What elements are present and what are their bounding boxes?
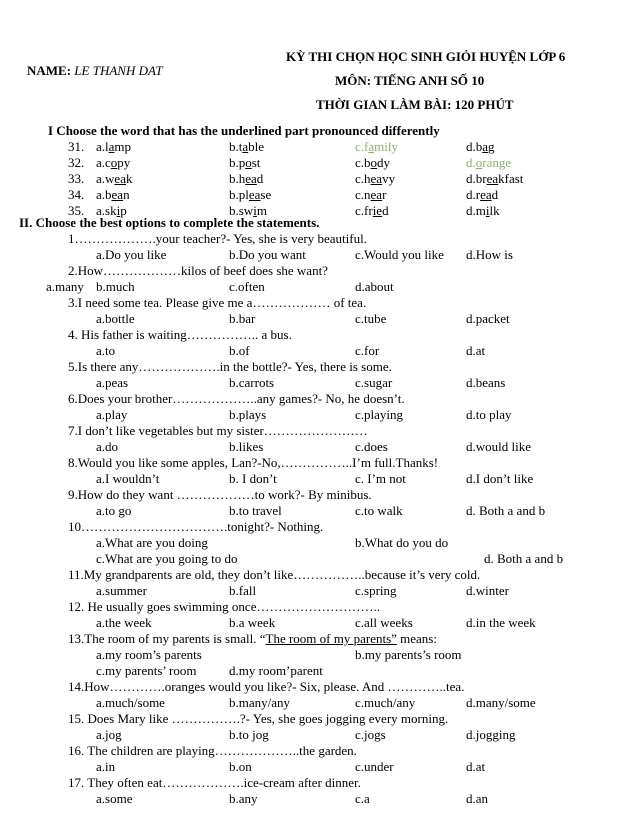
- option: c.all weeks: [355, 615, 413, 630]
- option: a.some: [96, 791, 133, 806]
- question-7-options: [0, 439, 638, 455]
- option-text: a.sk: [96, 203, 117, 218]
- option: c.a: [355, 791, 370, 806]
- underlined-part: ea: [370, 171, 383, 186]
- question-9-options: [0, 503, 638, 519]
- option: [96, 139, 131, 155]
- question-12-options: [0, 615, 638, 631]
- underlined-part: a: [242, 139, 249, 154]
- option: [229, 155, 260, 171]
- exam-time: THỜI GIAN LÀM BÀI: 120 PHÚT: [316, 97, 514, 112]
- option: b.Do you want: [229, 247, 306, 262]
- option: a.much/some: [96, 695, 165, 710]
- question-16-options: [0, 759, 638, 775]
- option: a.summer: [96, 583, 147, 598]
- option-text: c.fr: [355, 203, 373, 218]
- option: a.I wouldn’t: [96, 471, 160, 486]
- option-text: a.c: [96, 155, 111, 170]
- option: a.to go: [96, 503, 132, 518]
- option: d.at: [466, 343, 486, 358]
- option: c.spring: [355, 583, 397, 598]
- question-number: 35.: [68, 203, 85, 218]
- option-text: a.l: [96, 139, 109, 154]
- question-3: 3.I need some tea. Please give me a……………… of tea.: [68, 295, 367, 310]
- question-1-options: [0, 247, 638, 263]
- option-text: n: [123, 187, 130, 202]
- option: d.would like: [466, 439, 531, 454]
- option: a.Do you like: [96, 247, 167, 262]
- underlined-part: ea: [245, 171, 257, 186]
- question-5: 5.Is there any……………….in the bottle?- Yes, there is some.: [68, 359, 392, 374]
- option: [96, 155, 130, 171]
- option-text: b.t: [229, 139, 243, 154]
- underlined-part: i: [253, 203, 257, 218]
- question-11: 11.My grandparents are old, they don’t like……………..because it’s very cold.: [68, 567, 481, 582]
- exam-subject: MÔN: TIẾNG ANH SỐ 10: [335, 73, 485, 88]
- option-text: d.r: [466, 187, 481, 202]
- option-text: b.h: [229, 171, 246, 186]
- question-10: 10…………………………….tonight?- Nothing.: [68, 519, 324, 534]
- option-text: c.h: [355, 171, 371, 186]
- question-number: 31.: [68, 139, 85, 154]
- question-13: [68, 631, 437, 647]
- option-text: c.f: [355, 139, 369, 154]
- option: c.much/any: [355, 695, 416, 710]
- option-text: d.b: [466, 139, 483, 154]
- question-8-options: [0, 471, 638, 487]
- option: a.jog: [96, 727, 122, 742]
- option: [96, 171, 132, 187]
- question-4-options: [0, 343, 638, 359]
- part2-heading: II. Choose the best options to complete the statements.: [19, 215, 320, 230]
- underlined-part: o: [110, 155, 118, 170]
- option: c.does: [355, 439, 388, 454]
- exam-title: KỲ THI CHỌN HỌC SINH GIỎI HUYỆN LỚP 6: [286, 49, 566, 64]
- option-text: r: [382, 187, 387, 202]
- option: [355, 139, 398, 155]
- part1-question-33: [0, 171, 638, 187]
- option: c.sugar: [355, 375, 393, 390]
- option: [355, 203, 389, 219]
- underlined-part: ea: [486, 171, 499, 186]
- option: b.carrots: [229, 375, 275, 390]
- option: c.What are you going to do: [96, 551, 238, 566]
- underlined-part: o: [245, 155, 252, 170]
- underlined-part: o: [475, 155, 483, 170]
- question-13-options-row2: [0, 663, 638, 679]
- option-text: b.p: [229, 155, 246, 170]
- option: b.fall: [229, 583, 257, 598]
- part1-question-34: [0, 187, 638, 203]
- option: c.tube: [355, 311, 387, 326]
- question-13-options-row1: [0, 647, 638, 663]
- option-text: a.b: [96, 187, 112, 202]
- question-6: 6.Does your brother………………..any games?- No, he doesn’t.: [68, 391, 405, 406]
- option-text: c.n: [355, 187, 371, 202]
- option: b.on: [229, 759, 252, 774]
- option-text: vy: [382, 171, 396, 186]
- option-text: k: [125, 171, 133, 186]
- option-text: b.sw: [229, 203, 254, 218]
- part1-question-31: [0, 139, 638, 155]
- option: b. I don’t: [229, 471, 277, 486]
- question-3-options: [0, 311, 638, 327]
- option: b.likes: [229, 439, 264, 454]
- option: d.about: [355, 279, 394, 294]
- option-text: se: [260, 187, 272, 202]
- question-number: 34.: [68, 187, 85, 202]
- option-text: p: [120, 203, 127, 218]
- question-16: 16. The children are playing………………..the garden.: [68, 743, 357, 758]
- question-10-options-row2: [0, 551, 638, 567]
- option: a.bottle: [96, 311, 135, 326]
- option: c.Would you like: [355, 247, 444, 262]
- underlined-part: ea: [111, 187, 124, 202]
- option-text: d.m: [466, 203, 486, 218]
- option: b.many/any: [229, 695, 291, 710]
- question-10-options-row1: [0, 535, 638, 551]
- option-text: d: [256, 171, 264, 186]
- option-text: dy: [377, 155, 391, 170]
- option: d. Both a and b: [466, 503, 546, 518]
- underlined-part: a: [482, 139, 489, 154]
- option-text: range: [482, 155, 512, 170]
- underlined-part: i: [485, 203, 490, 218]
- part1-heading: I Choose the word that has the underlined part pronounced differently: [48, 123, 440, 138]
- option: b.much: [96, 279, 135, 294]
- name-label: NAME:: [27, 63, 72, 78]
- question-1: 1……………….your teacher?- Yes, she is very beautiful.: [68, 231, 367, 246]
- underlined-part: a: [368, 139, 375, 154]
- student-name: LE THANH DAT: [74, 63, 163, 78]
- option: c.for: [355, 343, 380, 358]
- option: d.to play: [466, 407, 512, 422]
- underlined-part: o: [370, 155, 378, 170]
- option: [229, 187, 271, 203]
- option-text: d: [382, 203, 389, 218]
- option-text: mily: [374, 139, 398, 154]
- option-text: a.w: [96, 171, 115, 186]
- option: a.What are you doing: [96, 535, 208, 550]
- question-number: 33.: [68, 171, 85, 186]
- option: d.at: [466, 759, 486, 774]
- option: b.any: [229, 791, 258, 806]
- option-text: mp: [114, 139, 132, 154]
- underlined-part: ea: [248, 187, 261, 202]
- option: c.to walk: [355, 503, 403, 518]
- option: c.playing: [355, 407, 404, 422]
- option: d. Both a and b: [484, 551, 564, 566]
- option-text: kfast: [498, 171, 524, 186]
- option: d.packet: [466, 311, 510, 326]
- option: [355, 187, 386, 203]
- option-text: d: [491, 187, 499, 202]
- option-text: m: [256, 203, 267, 218]
- option: c.my parents’ room: [96, 663, 197, 678]
- option: c. I’m not: [355, 471, 406, 486]
- option: d.I don’t like: [466, 471, 534, 486]
- question-13-text-end: means:: [396, 631, 437, 646]
- question-12: 12. He usually goes swimming once………………………..: [68, 599, 380, 614]
- question-15: 15. Does Mary like …………….?- Yes, she goes jogging every morning.: [68, 711, 449, 726]
- option: b.plays: [229, 407, 267, 422]
- option: [229, 171, 263, 187]
- question-11-options: [0, 583, 638, 599]
- option: [466, 155, 511, 171]
- question-9: 9.How do they want ………………to work?- By minibus.: [68, 487, 372, 502]
- option: a.peas: [96, 375, 129, 390]
- question-17: 17. They often eat……………….ice-cream after dinner.: [68, 775, 361, 790]
- option: c.under: [355, 759, 394, 774]
- option: [466, 171, 523, 187]
- option: d.How is: [466, 247, 513, 262]
- option-text: d.: [466, 155, 476, 170]
- option-text: b.pl: [229, 187, 249, 202]
- underlined-part: ie: [372, 203, 383, 218]
- option-text: d.br: [466, 171, 487, 186]
- option: [466, 187, 498, 203]
- question-13-underlined: The room of my parents”: [265, 631, 397, 646]
- option: d.in the week: [466, 615, 536, 630]
- underlined-part: ea: [114, 171, 126, 186]
- question-2: 2.How………………kilos of beef does she want?: [68, 263, 328, 278]
- question-6-options: [0, 407, 638, 423]
- option: d.beans: [466, 375, 506, 390]
- option: a.play: [96, 407, 128, 422]
- option: [355, 155, 390, 171]
- question-14-options: [0, 695, 638, 711]
- option: [355, 171, 395, 187]
- option: a.many: [46, 279, 84, 294]
- option-text: py: [117, 155, 131, 170]
- option: [466, 139, 495, 155]
- question-15-options: [0, 727, 638, 743]
- option-text: st: [251, 155, 261, 170]
- option: a.my room’s parents: [96, 647, 202, 662]
- option: b.bar: [229, 311, 256, 326]
- option: b.my parents’s room: [355, 647, 462, 662]
- name-line: [27, 63, 163, 79]
- option: [466, 203, 500, 219]
- underlined-part: ea: [480, 187, 492, 202]
- option: [229, 139, 264, 155]
- option: b.to jog: [229, 727, 269, 742]
- option: [96, 187, 130, 203]
- option: b.to travel: [229, 503, 282, 518]
- option-text: c.b: [355, 155, 371, 170]
- option: a.the week: [96, 615, 152, 630]
- question-number: 32.: [68, 155, 85, 170]
- underlined-part: ea: [370, 187, 383, 202]
- option: d.many/some: [466, 695, 536, 710]
- option-text: lk: [489, 203, 500, 218]
- option-text: g: [488, 139, 495, 154]
- option: a.in: [96, 759, 116, 774]
- underlined-part: i: [116, 203, 121, 218]
- question-14: 14.How………….oranges would you like?- Six, please. And …………..tea.: [68, 679, 465, 694]
- question-13-text: 13.The room of my parents is small. “: [68, 631, 266, 646]
- question-5-options: [0, 375, 638, 391]
- option: d.winter: [466, 583, 509, 598]
- question-7: 7.I don’t like vegetables but my sister……………………: [68, 423, 368, 438]
- part1-question-32: [0, 155, 638, 171]
- option: d.jogging: [466, 727, 516, 742]
- question-8: 8.Would you like some apples, Lan?-No,……………..I’m full.Thanks!: [68, 455, 439, 470]
- question-17-options: [0, 791, 638, 807]
- option: c.often: [229, 279, 265, 294]
- option: a.to: [96, 343, 116, 358]
- option: c.jogs: [355, 727, 386, 742]
- option-text: ble: [248, 139, 265, 154]
- option: b.of: [229, 343, 250, 358]
- option: d.my room’parent: [229, 663, 323, 678]
- option: b.What do you do: [355, 535, 449, 550]
- option: d.an: [466, 791, 489, 806]
- question-2-options: [0, 279, 638, 295]
- option: b.a week: [229, 615, 276, 630]
- question-4: 4. His father is waiting…………….. a bus.: [68, 327, 292, 342]
- option: a.do: [96, 439, 119, 454]
- underlined-part: a: [108, 139, 115, 154]
